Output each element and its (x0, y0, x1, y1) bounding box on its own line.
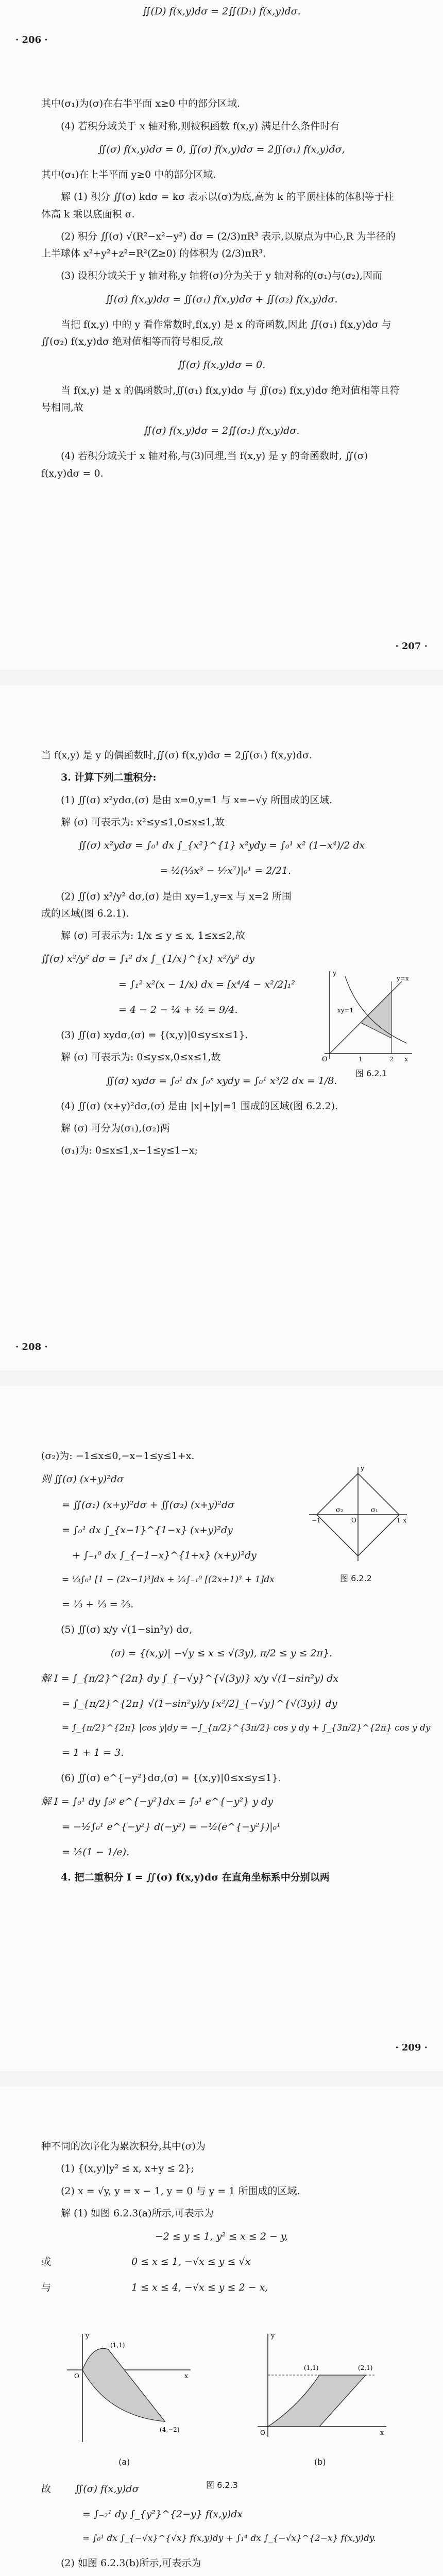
equation: ∬(σ) f(x,y)dσ (75, 2483, 139, 2495)
equation-label: 故 (41, 2483, 52, 2495)
point-label: (1,1) (304, 2364, 319, 2371)
paragraph: 当 f(x,y) 是 x 的偶函数时,∬(σ₁) f(x,y)dσ 与 ∬(σ₂) f(x,y)dσ 绝对值相等且符号相同,故 (41, 384, 400, 413)
axis-x-label: x (380, 2429, 384, 2437)
equation: 则 ∬(σ) (x+y)²dσ (41, 1473, 124, 1485)
question: (4) ∬(σ) (x+y)²dσ,(σ) 是由 |x|+|y|=1 围成的区域(图 6.2.2). (61, 1100, 338, 1112)
figure-6-2-3a (57, 2329, 196, 2447)
question: (3) ∬(σ) xydσ,(σ) = {(x,y)|0≤y≤x≤1}. (61, 1029, 248, 1041)
paragraph: (4) 若积分域关于 x 轴对称,则被积函数 f(x,y) 满足什么条件时有 (61, 120, 340, 132)
solution-paragraph: (4) 若积分域关于 x 轴对称,与(3)同理,当 f(x,y) 是 y 的奇函数时, ∬(σ) f(x,y)dσ = 0. (41, 450, 368, 479)
solution-paragraph: (3) 设积分域关于 y 轴对称,y 轴将(σ)分为关于 y 轴对称的(σ₁)与(σ₂),因而 (61, 270, 383, 282)
equation: = ½(⅓x³ − ⅐x⁷)|₀¹ = 2/21. (160, 865, 292, 877)
region-label: σ₂ (336, 1506, 344, 1514)
figure-sub-label: (b) (314, 2457, 326, 2467)
page-208 (0, 1386, 443, 2071)
equation: = ∫₀¹ dx ∫_{x−1}^{1−x} (x+y)²dy (62, 1524, 233, 1536)
figure-6-2-3b (247, 2329, 391, 2447)
origin-label: O (260, 2429, 265, 2436)
figure-caption: 图 6.2.3 (206, 2480, 238, 2490)
origin-label: O (322, 1056, 328, 1063)
question: (1) {(x,y)|y² ≤ x, x+y ≤ 2}; (61, 2163, 194, 2175)
page-number: · 206 · (15, 35, 48, 45)
equation: 0 ≤ x ≤ 1, −√x ≤ y ≤ √x (131, 2256, 251, 2268)
solution-paragraph: (2) 如图 6.2.3(b)所示,可表示为 (61, 2557, 201, 2569)
page-number: · 208 · (15, 1341, 48, 1352)
tick-label: −1 (312, 1517, 321, 1524)
equation: = ∫_{π/2}^{2π} √(1−sin²y)/y [x²/2]_{−√y}^{√(3y)} dy (62, 1698, 337, 1709)
point-label: (1,1) (110, 2342, 125, 2349)
figure-caption: 图 6.2.1 (355, 1069, 387, 1078)
solution-paragraph: 解 (σ) 可表示为: 0≤y≤x,0≤x≤1,故 (61, 1052, 221, 1063)
equation: ∬(σ) f(x,y)dσ = 0, ∬(σ) f(x,y)dσ = 2∬(σ₁) f(x,y)dσ, (98, 143, 345, 155)
point-label: (4,−2) (160, 2426, 180, 2433)
figure-6-2-1 (314, 966, 417, 1064)
question-heading: 3. 计算下列二重积分: (61, 772, 157, 784)
page-number: · 207 · (395, 640, 428, 652)
equation: = 1 + 1 = 3. (62, 1747, 124, 1758)
solution-paragraph: 解 (σ) 可表示为: 1/x ≤ y ≤ x, 1≤x≤2,故 (61, 930, 245, 941)
question: (5) ∬(σ) x/y √(1−sin²y) dσ, (61, 1624, 193, 1636)
equation: = ½(1 − 1/e). (62, 1846, 130, 1858)
paragraph: (σ₁)为: 0≤x≤1,x−1≤y≤1−x; (61, 1145, 198, 1157)
axis-y-label: y (86, 2332, 90, 2340)
page-number: · 209 · (395, 2042, 428, 2053)
paragraph: (σ₂)为: −1≤x≤0,−x−1≤y≤1+x. (41, 1450, 195, 1462)
equation: (σ) = {(x,y)| −√y ≤ x ≤ √(3y), π/2 ≤ y ≤ 2π}. (110, 1647, 333, 1659)
equation: ∬(D) f(x,y)dσ = 2∬(D₁) f(x,y)dσ. (142, 6, 301, 17)
equation: = ⅓∫₀¹ [1 − (2x−1)³]dx + ⅓∫₋₁⁰ [(2x+1)³ + 1]dx (62, 1574, 275, 1585)
equation: ∬(σ) xydσ = ∫₀¹ dx ∫₀ˣ xydy = ∫₀¹ x³/2 dx = 1/8. (106, 1075, 337, 1087)
paragraph: 种不同的次序化为累次积分,其中(σ)为 (41, 2141, 206, 2152)
point-label: (2,1) (358, 2364, 373, 2371)
equation: 解 I = ∫_{π/2}^{2π} dy ∫_{−√y}^{√(3y)} x/y √(1−sin²y) dx (41, 1672, 339, 1684)
axis-x-label: x (404, 1056, 408, 1063)
equation: ∬(σ) x²/y² dσ = ∫₁² dx ∫_{1/x}^{x} x²/y² dy (41, 953, 255, 965)
paragraph: 当把 f(x,y) 中的 y 看作常数时,f(x,y) 是 x 的奇函数,因此 ∬(σ₁) f(x,y)dσ 与 ∬(σ₂) f(x,y)dσ 绝对值相等而符号相反,故 (41, 318, 391, 347)
paragraph: 其中(σ₁)在上半平面 y≥0 中的部分区域. (41, 169, 216, 180)
question: (1) ∬(σ) x²ydσ,(σ) 是由 x=0,y=1 与 x=−√y 所围成的区域. (61, 794, 333, 806)
page-207 (0, 685, 443, 1370)
solution-paragraph: 解 (1) 积分 ∬(σ) kdσ = kσ 表示以(σ)为底,高为 k 的平顶柱体的体积等于柱体高 k 乘以底面积 σ. (41, 191, 394, 220)
solution-paragraph: 解 (1) 如图 6.2.3(a)所示,可表示为 (61, 2207, 214, 2219)
equation: ∬(σ) f(x,y)dσ = 0. (177, 359, 266, 371)
page-206 (0, 0, 443, 670)
solution-paragraph: 解 (σ) 可分为(σ₁),(σ₂)两 (61, 1123, 170, 1134)
axis-x-label: x (403, 1517, 407, 1524)
figure-caption: 图 6.2.2 (340, 1573, 372, 1583)
origin-label: O (74, 2372, 79, 2380)
figure-sub-label: (a) (118, 2457, 130, 2467)
axis-y-label: y (361, 1465, 365, 1472)
paragraph: 其中(σ₁)为(σ)在右半平面 x≥0 中的部分区域. (41, 98, 241, 110)
equation: = −½∫₀¹ e^{−y²} d(−y²) = −½(e^{−y²})|₀¹ (62, 1821, 281, 1833)
page-209 (0, 2087, 443, 2576)
axis-x-label: x (184, 2372, 189, 2380)
question: (2) x = √y, y = x − 1, y = 0 与 y = 1 所围成的区域. (61, 2185, 300, 2197)
line-label: y=x (397, 975, 409, 982)
equation: = ∫₀¹ dx ∫_{−√x}^{√x} f(x,y)dy + ∫₁⁴ dx ∫_{−√x}^{2−x} f(x,y)dy. (82, 2533, 376, 2544)
equation: = ∬(σ₁) (x+y)²dσ + ∬(σ₂) (x+y)²dσ (62, 1499, 235, 1511)
equation-row (41, 2253, 402, 2270)
equation: = ∫₋₂¹ dy ∫_{y²}^{2−y} f(x,y)dx (82, 2509, 243, 2520)
region-label: σ₁ (371, 1506, 379, 1514)
equation: ∬(σ) x²ydσ = ∫₀¹ dx ∫_{x²}^{1} x²ydy = ∫₀¹ x² (1−x⁴)/2 dx (78, 840, 365, 851)
equation: −2 ≤ y ≤ 1, y² ≤ x ≤ 2 − y, (155, 2231, 288, 2242)
figure-6-2-2 (304, 1463, 412, 1566)
origin-label: O (351, 1517, 356, 1524)
equation-row (41, 2279, 402, 2296)
question: (2) ∬(σ) x²/y² dσ,(σ) 是由 xy=1,y=x 与 x=2 所围成的区域(图 6.2.1). (41, 890, 292, 919)
solution-paragraph: 解 (σ) 可表示为: x²≤y≤1,0≤x≤1,故 (61, 816, 225, 828)
equation: + ∫₋₁⁰ dx ∫_{−1−x}^{1+x} (x+y)²dy (72, 1550, 257, 1561)
tick-label: 2 (389, 1056, 394, 1063)
tick-label: 1 (397, 1517, 401, 1524)
equation: ∬(σ) f(x,y)dσ = ∬(σ₁) f(x,y)dσ + ∬(σ₂) f(x,y)dσ. (105, 293, 338, 305)
equation: = ∫_{π/2}^{2π} |cos y|dy = −∫_{π/2}^{3π/2} cos y dy + ∫_{3π/2}^{2π} cos y dy (62, 1723, 431, 1734)
question: (6) ∬(σ) e^{−y²}dσ,(σ) = {(x,y)|0≤x≤y≤1}. (61, 1772, 281, 1784)
paragraph: 当 f(x,y) 是 y 的偶函数时,∬(σ) f(x,y)dσ = 2∬(σ₁) f(x,y)dσ. (41, 750, 313, 761)
question-heading: 4. 把二重积分 I = ∬(σ) f(x,y)dσ 在直角坐标系中分别以两 (61, 1872, 330, 1884)
tick-label: 1 (359, 1056, 363, 1063)
equation: = ∫₁² x²(x − 1/x) dx = [x⁴/4 − x²/2]₁² (118, 978, 295, 990)
equation-label: 或 (41, 2256, 52, 2268)
equation: ∬(σ) f(x,y)dσ = 2∬(σ₁) f(x,y)dσ. (143, 425, 300, 436)
equation: 解 I = ∫₀¹ dy ∫₀ʸ e^{−y²}dx = ∫₀¹ e^{−y²} y dy (41, 1795, 273, 1807)
axis-y-label: y (271, 2332, 275, 2340)
solution-paragraph: (2) 积分 ∬(σ) √(R²−x²−y²) dσ = (2/3)πR³ 表示,以原点为中心,R 为半径的上半球体 x²+y²+z²=R²(Z≥0) 的体积为 (2/3)πR³. (41, 230, 396, 259)
equation: 1 ≤ x ≤ 4, −√x ≤ y ≤ 2 − x, (131, 2281, 268, 2293)
equation: = 4 − 2 − ¼ + ½ = 9/4. (118, 1004, 238, 1015)
curve-label: xy=1 (337, 1007, 354, 1014)
equation: = ⅓ + ⅓ = ⅔. (62, 1599, 134, 1610)
axis-y-label: y (333, 970, 337, 977)
equation-label: 与 (41, 2281, 52, 2293)
